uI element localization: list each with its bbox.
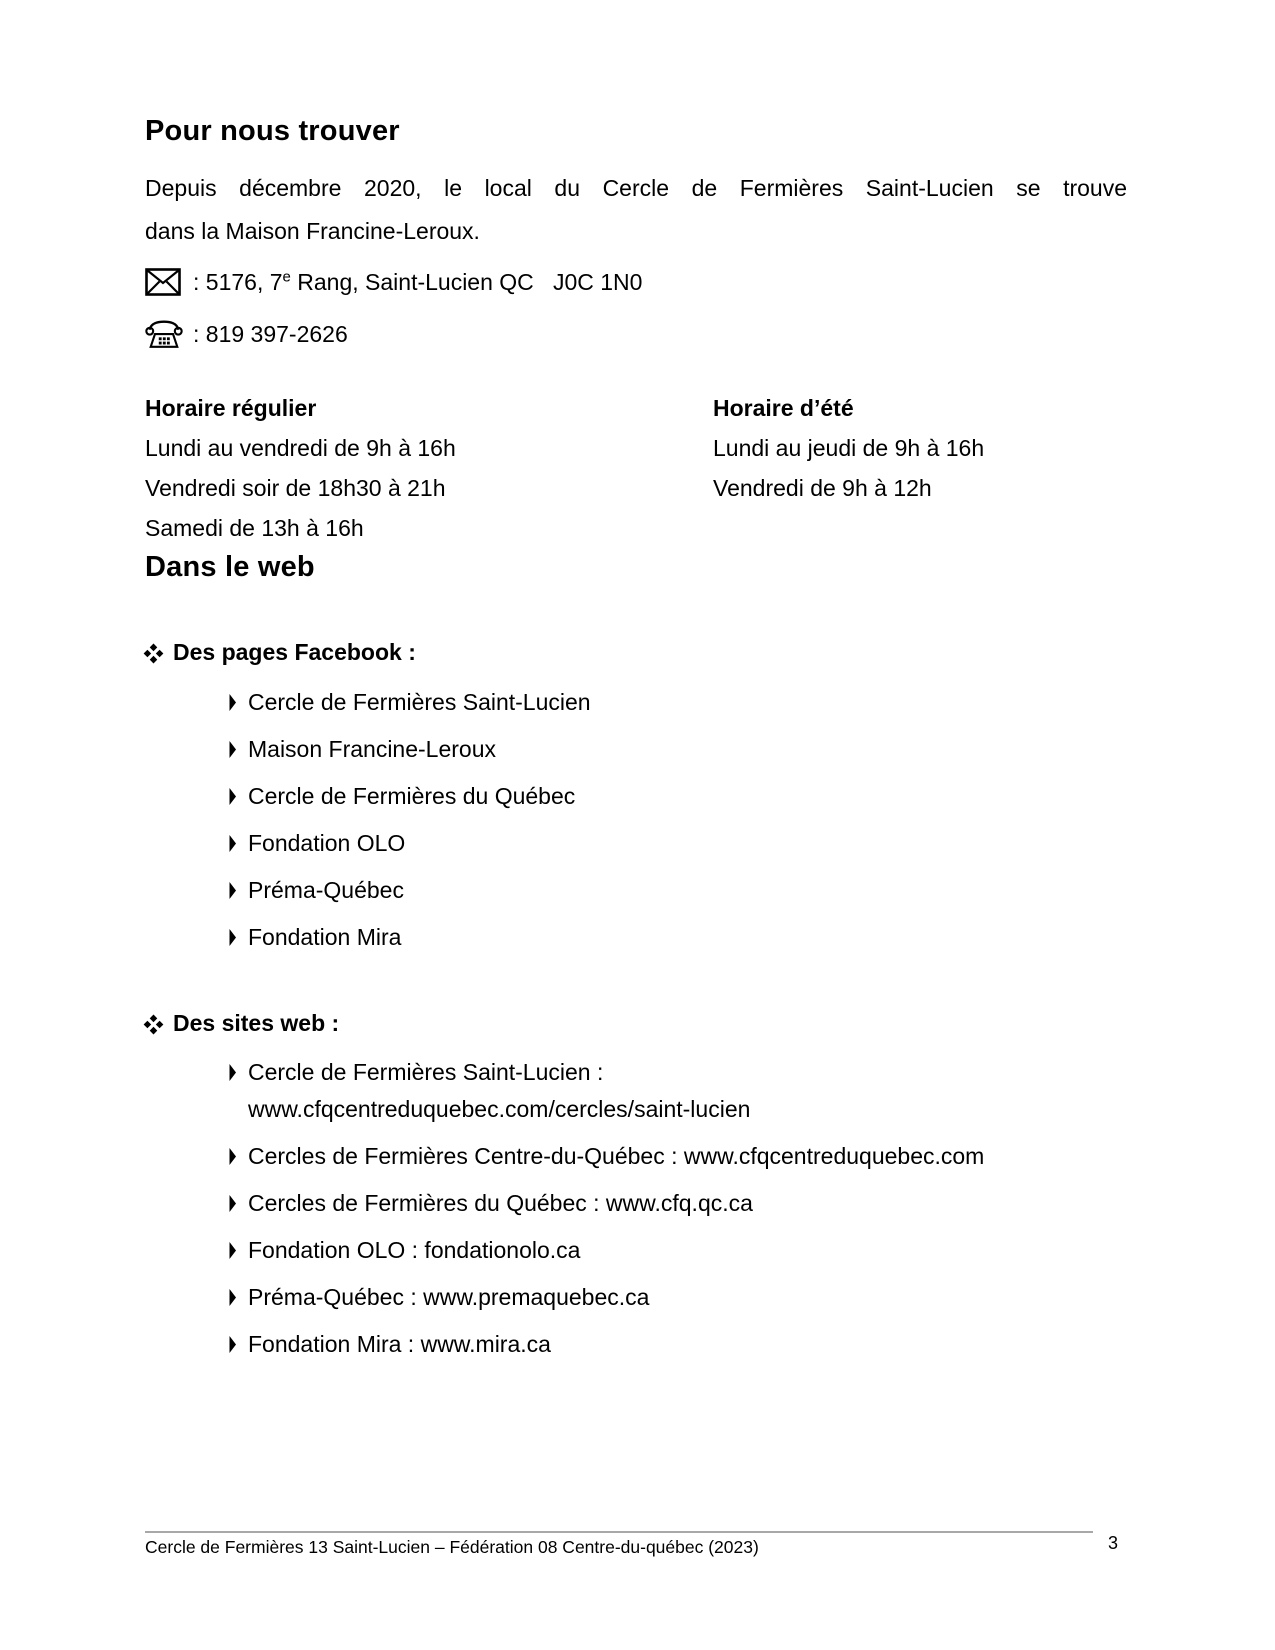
facebook-section-label: Des pages Facebook : xyxy=(173,639,416,665)
footer-divider xyxy=(145,1531,1093,1533)
site-item-label: Cercles de Fermières du Québec : www.cfq.qc.ca xyxy=(248,1190,753,1216)
triangle-bullet-icon xyxy=(228,786,237,807)
envelope-icon xyxy=(145,266,193,298)
list-item xyxy=(145,1185,1045,1222)
triangle-bullet-icon xyxy=(228,1334,237,1355)
telephone-icon xyxy=(145,318,193,350)
sites-section-heading xyxy=(143,1008,339,1038)
triangle-bullet-icon xyxy=(228,927,237,948)
triangle-bullet-icon xyxy=(228,1287,237,1308)
list-item xyxy=(145,825,1045,862)
page-number: 3 xyxy=(1108,1533,1119,1553)
triangle-bullet-icon xyxy=(228,692,237,713)
schedule-regular-title: Horaire régulier xyxy=(145,395,317,421)
schedule-summer-line: Lundi au jeudi de 9h à 16h xyxy=(713,435,985,461)
intro-line-2: dans la Maison Francine-Leroux. xyxy=(145,218,480,244)
intro-line-1: Depuis décembre 2020, le local du Cercle de Fermières Saint-Lucien se trouve xyxy=(145,175,1127,201)
list-item xyxy=(145,1326,1045,1363)
facebook-item-label: Cercle de Fermières du Québec xyxy=(248,783,576,809)
list-item xyxy=(145,872,1045,909)
site-item-label: Cercle de Fermières Saint-Lucien : xyxy=(248,1059,604,1085)
schedule-summer-line: Vendredi de 9h à 12h xyxy=(713,475,932,501)
schedule-regular-line: Vendredi soir de 18h30 à 21h xyxy=(145,475,446,501)
list-item xyxy=(145,919,1045,956)
schedule-summer xyxy=(713,388,984,508)
list-item xyxy=(145,1279,1045,1316)
triangle-bullet-icon xyxy=(228,1062,237,1083)
address-superscript: e xyxy=(282,267,291,285)
address-row xyxy=(145,262,1127,302)
diamond-bullet-icon xyxy=(143,1014,164,1035)
list-item xyxy=(145,778,1045,815)
phone-text: : 819 397-2626 xyxy=(193,320,348,347)
diamond-bullet-icon xyxy=(143,643,164,664)
schedule-regular-line: Samedi de 13h à 16h xyxy=(145,515,364,541)
triangle-bullet-icon xyxy=(228,1193,237,1214)
schedule-regular-line: Lundi au vendredi de 9h à 16h xyxy=(145,435,456,461)
schedule-summer-title: Horaire d’été xyxy=(713,395,854,421)
find-us-heading: Pour nous trouver xyxy=(145,115,400,147)
triangle-bullet-icon xyxy=(228,880,237,901)
triangle-bullet-icon xyxy=(228,1146,237,1167)
intro-paragraph xyxy=(145,167,1127,253)
sites-list xyxy=(145,1054,1045,1373)
sites-section-label: Des sites web : xyxy=(173,1010,340,1036)
facebook-item-label: Préma-Québec xyxy=(248,877,404,903)
facebook-item-label: Cercle de Fermières Saint-Lucien xyxy=(248,689,591,715)
facebook-item-label: Fondation Mira xyxy=(248,924,402,950)
triangle-bullet-icon xyxy=(228,1240,237,1261)
footer-text: Cercle de Fermières 13 Saint-Lucien – Fédération 08 Centre-du-québec (2023) xyxy=(145,1537,759,1557)
site-item-label: Préma-Québec : www.premaquebec.ca xyxy=(248,1284,650,1310)
facebook-list xyxy=(145,684,1045,966)
web-heading: Dans le web xyxy=(145,551,315,583)
list-item xyxy=(145,1054,1045,1128)
triangle-bullet-icon xyxy=(228,833,237,854)
facebook-item-label: Fondation OLO xyxy=(248,830,406,856)
list-item xyxy=(145,1138,1045,1175)
phone-row xyxy=(145,314,1127,354)
site-item-url: www.cfqcentreduquebec.com/cercles/saint-lucien xyxy=(248,1096,751,1122)
site-item-label: Fondation OLO : fondationolo.ca xyxy=(248,1237,581,1263)
schedule-regular xyxy=(145,388,456,548)
list-item xyxy=(145,1232,1045,1269)
list-item xyxy=(145,731,1045,768)
site-item-label: Cercles de Fermières Centre-du-Québec : www.cfqcentreduquebec.com xyxy=(248,1143,985,1169)
facebook-section-heading xyxy=(143,637,416,667)
site-item-label: Fondation Mira : www.mira.ca xyxy=(248,1331,551,1357)
triangle-bullet-icon xyxy=(228,739,237,760)
list-item xyxy=(145,684,1045,721)
facebook-item-label: Maison Francine-Leroux xyxy=(248,736,497,762)
address-text: : 5176, 7e Rang, Saint-Lucien QC J0C 1N0 xyxy=(193,267,643,295)
